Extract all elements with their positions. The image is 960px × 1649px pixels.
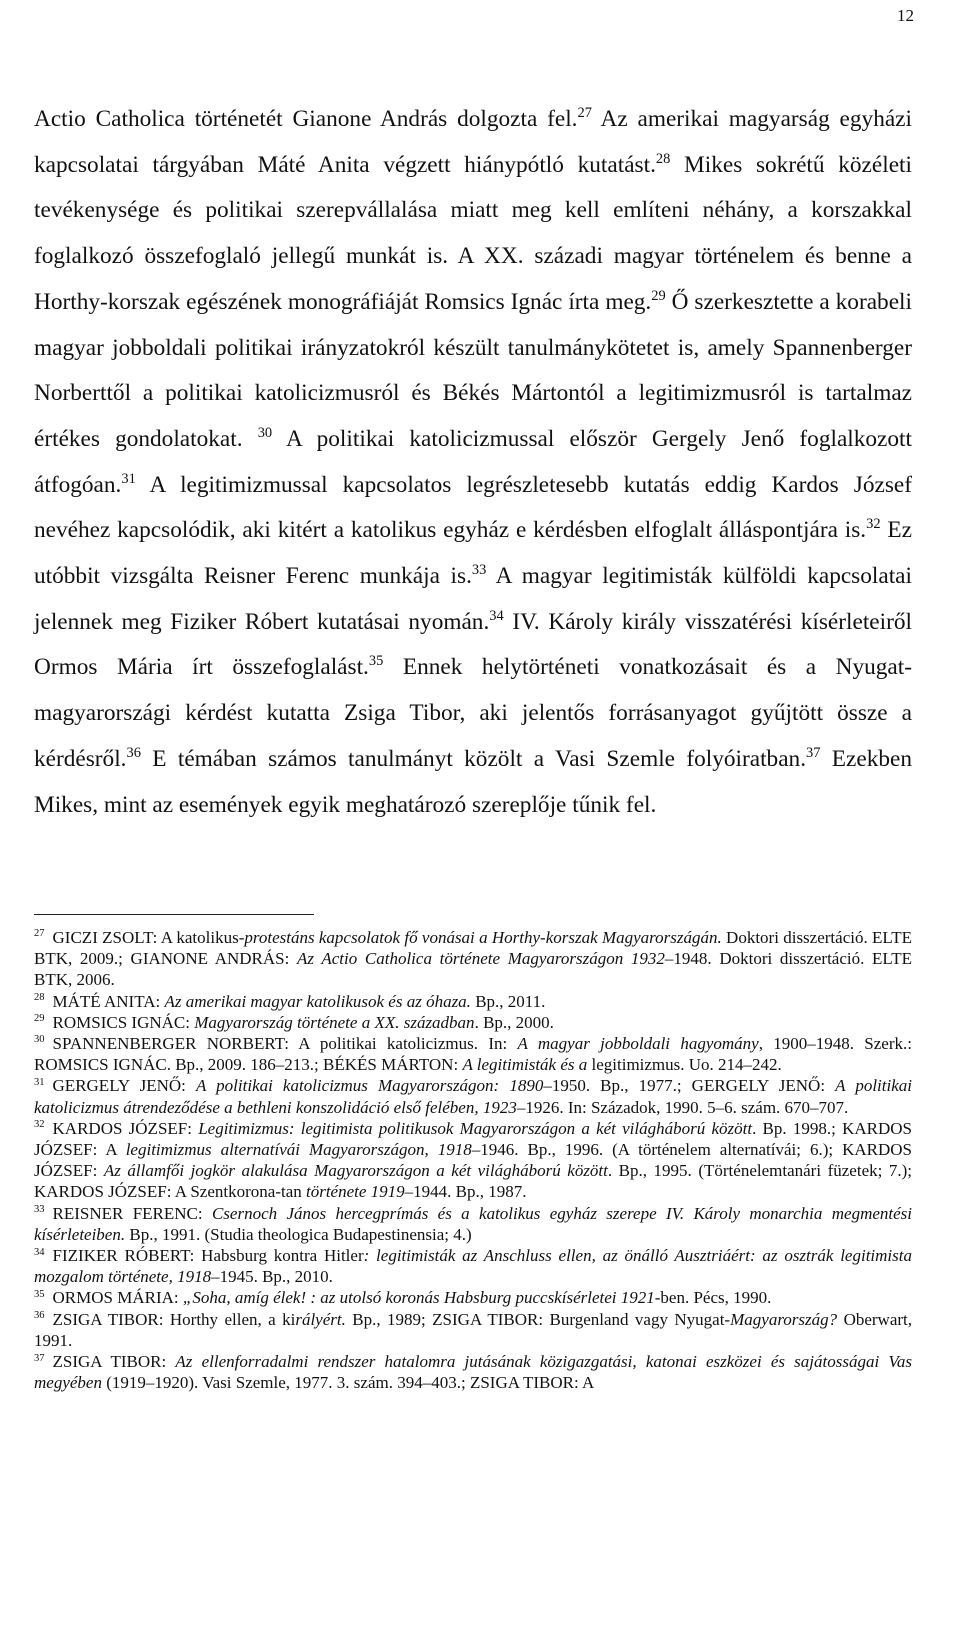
- footnote-text: GERGELY JENŐ:: [52, 1076, 196, 1096]
- footnote-title: rályért.: [295, 1309, 346, 1329]
- footnote-text: –1948. Doktori disszertáció. ELTE BTK, 2006.: [34, 949, 912, 990]
- footnote-text: KARDOS JÓZSEF:: [52, 1118, 199, 1138]
- footnote-text: ROMSICS IGNÁC:: [52, 1012, 195, 1032]
- footnote-title: Az államfői jogkör alakulása Magyarországon a két világháború között: [103, 1161, 608, 1181]
- footnotes: [34, 927, 912, 1393]
- footnote-number: 32: [34, 1119, 45, 1131]
- footnote-number: 35: [34, 1288, 45, 1300]
- body-text-6: A legitimizmussal kapcsolatos legrészletesebb kutatás eddig Kardos József nevéhez kapcsolódik, aki kitért a katolikus egyház e kérdésben elfoglalt álláspontjára is.: [34, 471, 912, 544]
- footnote-text: –1926. In: Századok, 1990. 5–6. szám. 670–707.: [516, 1097, 849, 1117]
- footnote-31: [34, 1075, 912, 1117]
- footnote-text: legitimizmus. Uo. 214–242.: [587, 1055, 782, 1075]
- page-number: 12: [897, 6, 914, 25]
- footnote-title: Magyarország története a XX. században: [194, 1012, 475, 1032]
- footnote-title: protestáns kapcsolatok fő vonásai a Horthy-korszak Magyarországán.: [244, 928, 722, 947]
- footnote-ref-36[interactable]: 36: [126, 744, 141, 761]
- footnote-text: GICZI ZSOLT: A katolikus-: [52, 928, 245, 947]
- footnote-number: 37: [34, 1352, 45, 1364]
- body-text-5: A politikai katolicizmussal először Gergely Jenő foglalkozott átfogóan.: [34, 425, 912, 498]
- footnote-text: ORMOS MÁRIA:: [52, 1288, 183, 1308]
- footnote-number: 28: [34, 992, 45, 1004]
- body-text-1: Actio Catholica történetét Gianone András dolgozta fel.: [34, 106, 578, 132]
- footnote-title: Az amerikai magyar katolikusok és az óhaza.: [164, 991, 471, 1011]
- footnote-text: ZSIGA TIBOR:: [52, 1352, 176, 1372]
- footnote-title: Csernoch János hercegprímás és a katolikus egyház szerepe IV. Károly monarchia megmentési kísérleteiben.: [34, 1203, 912, 1244]
- footnote-37: [34, 1351, 912, 1393]
- footnote-separator: [34, 914, 314, 915]
- footnote-title: Az ellenforradalmi rendszer hatalomra jutásának közigazgatási, katonai eszközei és sajátosságai Vas megyében: [34, 1352, 912, 1393]
- body-text-10: Ennek helytörténeti vonatkozásait és a Nyugat-magyarországi kérdést kutatta Zsiga Tibor, aki jelentős forrásanyagot gyűjtött össze a kérdésről.: [34, 654, 913, 772]
- footnote-36: [34, 1309, 912, 1351]
- footnote-number: 36: [34, 1310, 45, 1322]
- footnote-title: A legitimisták és a: [462, 1055, 588, 1075]
- footnote-text: . Bp., 2000.: [474, 1012, 554, 1032]
- footnote-ref-27[interactable]: 27: [577, 105, 592, 122]
- footnote-ref-33[interactable]: 33: [471, 562, 487, 579]
- footnote-text: ZSIGA TIBOR: Horthy ellen, a ki: [52, 1309, 296, 1329]
- body-text-7: Ez utóbbit vizsgálta Reisner Ferenc munkája is.: [34, 517, 912, 590]
- footnote-ref-35[interactable]: 35: [368, 653, 384, 670]
- footnote-text: –1945. Bp., 2010.: [211, 1267, 333, 1287]
- footnote-text: . Bp., 1995. (Történelemtanári füzetek; 7.); KARDOS JÓZSEF: A Szentkorona-tan: [34, 1161, 913, 1202]
- footnote-title: A magyar jobboldali hagyomány: [517, 1034, 759, 1054]
- footnote-text: Bp., 1991. (Studia theologica Budapestinensia; 4.): [125, 1224, 472, 1244]
- body-text-2: Az amerikai magyarság egyházi kapcsolatai tárgyában Máté Anita végzett hiánypótló kutatást.: [34, 106, 912, 178]
- footnote-text: . Bp. 1998.; KARDOS JÓZSEF: A: [34, 1118, 912, 1160]
- footnote-text: –1944. Bp., 1987.: [404, 1182, 527, 1202]
- body-paragraph: [34, 97, 912, 828]
- footnote-text: Doktori disszertáció. ELTE BTK, 2009.; GIANONE ANDRÁS:: [34, 928, 912, 969]
- footnote-33: [34, 1203, 912, 1245]
- body-text-4: Ő szerkesztette a korabeli magyar jobboldali politikai irányzatokról készült tanulmánykötetet is, amely Spannenberger Norberttől a politikai katolicizmusról és Békés Mártontól a legitimizmusról is tartalmaz értékes gondolatokat.: [34, 288, 912, 452]
- footnote-ref-32[interactable]: 32: [866, 516, 881, 533]
- footnote-28: [34, 991, 912, 1012]
- footnote-title: legitimizmus alternatívái Magyarországon, 1918: [125, 1140, 472, 1160]
- footnote-title: : legitimisták az Anschluss ellen, az önálló Ausztriáért: az osztrák legitimista mozgalom története, 1918: [34, 1246, 912, 1287]
- footnote-text: Bp., 1989; ZSIGA TIBOR: Burgenland vagy Nyugat-: [345, 1309, 731, 1329]
- footnote-number: 30: [34, 1034, 45, 1046]
- footnote-title: A politikai katolicizmus Magyarországon: 1890: [196, 1076, 544, 1096]
- footnote-32: [34, 1118, 912, 1203]
- footnote-number: 33: [34, 1204, 45, 1216]
- footnote-27: [34, 927, 912, 991]
- footnote-title: A politikai katolicizmus átrendeződése a bethleni konszolidáció első felében, 1923: [34, 1076, 912, 1117]
- footnote-title: Legitimizmus: legitimista politikusok Magyarországon a két világháború között: [198, 1118, 753, 1138]
- footnote-ref-34[interactable]: 34: [489, 607, 504, 624]
- footnote-text: SPANNENBERGER NORBERT: A politikai katolicizmus. In:: [52, 1034, 518, 1054]
- body-text-11: E témában számos tanulmányt közölt a Vasi Szemle folyóiratban.: [140, 745, 807, 772]
- footnote-text: Oberwart, 1991.: [34, 1309, 913, 1350]
- footnote-text: -ben. Pécs, 1990.: [654, 1288, 772, 1308]
- footnote-35: [34, 1287, 912, 1308]
- footnote-number: 31: [34, 1076, 45, 1088]
- footnote-ref-30[interactable]: 30: [257, 424, 273, 441]
- footnote-30: [34, 1033, 912, 1075]
- footnote-title: Az Actio Catholica története Magyarországon 1932: [297, 949, 665, 969]
- body-text-8: A magyar legitimisták külföldi kapcsolatai jelennek meg Fiziker Róbert kutatásai nyomán.: [34, 563, 912, 635]
- footnote-number: 29: [34, 1013, 45, 1025]
- footnote-ref-37[interactable]: 37: [806, 744, 821, 761]
- body-text-9: IV. Károly király visszatérési kísérleteiről Ormos Mária írt összefoglalást.: [34, 608, 912, 681]
- footnote-text: FIZIKER RÓBERT: Habsburg kontra Hitler: [52, 1246, 364, 1266]
- footnote-title: története 1919: [306, 1182, 405, 1202]
- footnote-text: Bp., 2011.: [470, 991, 546, 1011]
- footnote-text: , 1900–1948. Szerk.: ROMSICS IGNÁC. Bp., 2009. 186–213.; BÉKÉS MÁRTON:: [34, 1034, 912, 1075]
- footnote-number: 27: [34, 928, 45, 940]
- footnote-title: Magyarország?: [730, 1309, 838, 1329]
- footnote-text: REISNER FERENC:: [52, 1203, 212, 1223]
- footnote-ref-31[interactable]: 31: [121, 470, 136, 487]
- footnote-text: –1946. Bp., 1996. (A történelem alternatívái; 6.); KARDOS JÓZSEF:: [34, 1140, 913, 1181]
- body-text-3: Mikes sokrétű közéleti tevékenysége és politikai szerepvállalása miatt meg kell említeni néhány, a korszakkal foglalkozó összefoglaló jellegű munkát is. A XX. századi magyar történelem és benne a Horthy-korszak egészének monográfiáját Romsics Ignác írta meg.: [34, 151, 912, 315]
- footnote-34: [34, 1245, 912, 1287]
- footnote-title: „Soha, amíg élek! : az utolsó koronás Habsburg puccskísérletei 1921: [182, 1288, 655, 1308]
- footnote-ref-28[interactable]: 28: [655, 150, 671, 167]
- footnote-29: [34, 1012, 912, 1033]
- body-text-12: Ezekben Mikes, mint az események egyik meghatározó szereplője tűnik fel.: [34, 745, 912, 818]
- footnote-text: (1919–1920). Vasi Szemle, 1977. 3. szám. 394–403.; ZSIGA TIBOR: A: [101, 1373, 595, 1393]
- footnote-text: –1950. Bp., 1977.; GERGELY JENŐ:: [543, 1076, 836, 1096]
- footnote-number: 34: [34, 1246, 45, 1258]
- footnote-ref-29[interactable]: 29: [651, 287, 666, 304]
- footnote-text: MÁTÉ ANITA:: [52, 991, 165, 1011]
